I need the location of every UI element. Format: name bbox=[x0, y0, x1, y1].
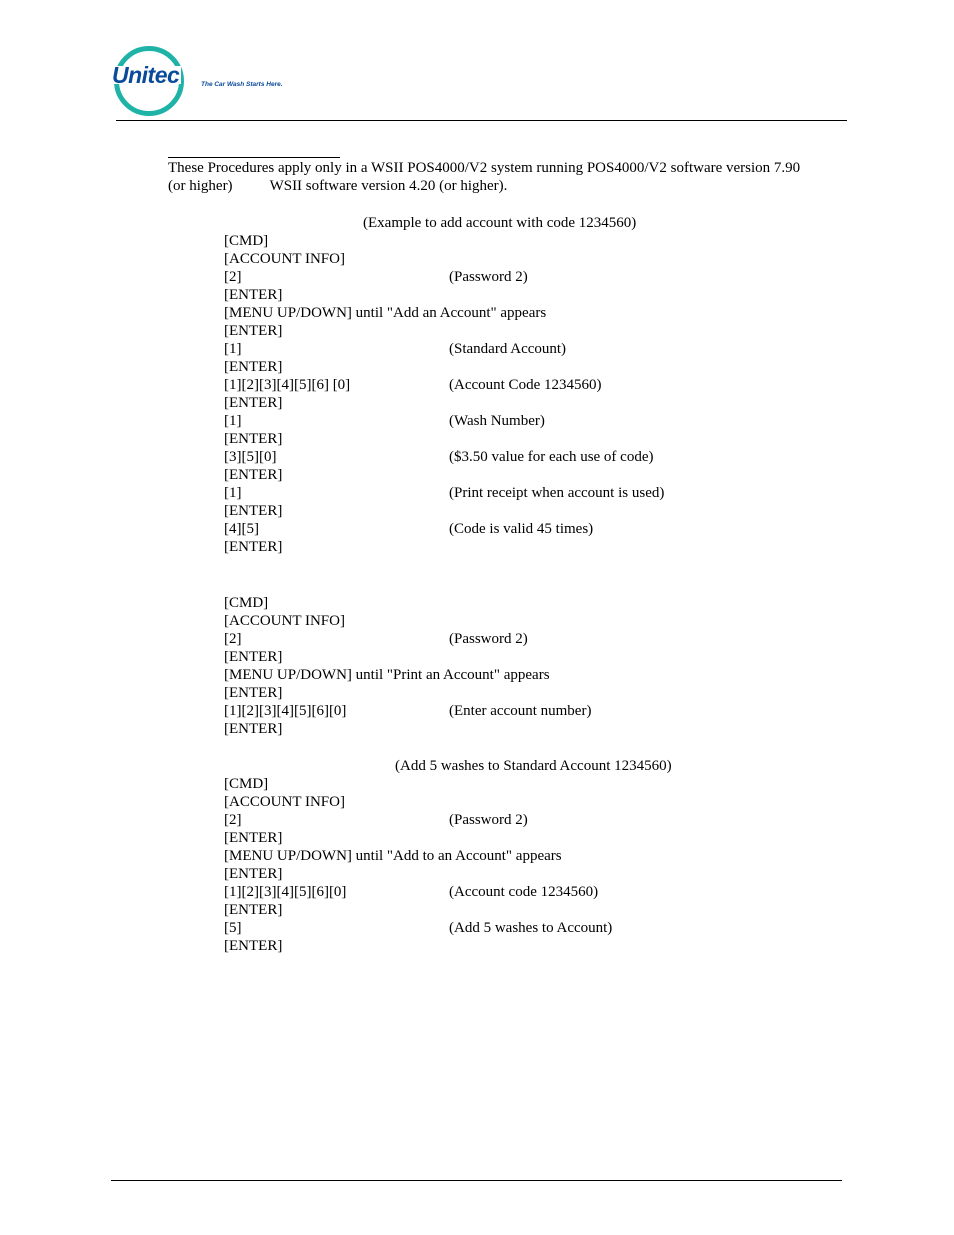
step-key: [1][2][3][4][5][6][0] bbox=[224, 703, 347, 719]
step-key: [3][5][0] bbox=[224, 449, 277, 465]
step-note: (Print receipt when account is used) bbox=[449, 485, 665, 501]
step-note: (Password 2) bbox=[449, 631, 528, 647]
step-key: [ENTER] bbox=[224, 539, 283, 555]
step-key: [1] bbox=[224, 341, 242, 357]
step-note: (Account Code 1234560) bbox=[449, 377, 602, 393]
step-key: [ACCOUNT INFO] bbox=[224, 794, 345, 810]
logo-wordmark: Unitec bbox=[112, 62, 180, 88]
step-key: [ACCOUNT INFO] bbox=[224, 251, 345, 267]
step-key: [ENTER] bbox=[224, 323, 283, 339]
step-key: [1][2][3][4][5][6] [0] bbox=[224, 377, 351, 393]
step-key: [4][5] bbox=[224, 521, 259, 537]
intro-line-1: These Procedures apply only in a WSII POS4000/V2 system running POS4000/V2 software version 7.90 bbox=[168, 160, 801, 176]
intro-paragraph bbox=[168, 159, 842, 195]
logo-tagline: The Car Wash Starts Here. bbox=[201, 81, 283, 88]
step-key: [CMD] bbox=[224, 233, 269, 249]
step-key: [ENTER] bbox=[224, 721, 283, 737]
step-note: (Wash Number) bbox=[449, 413, 545, 429]
step-key: [ENTER] bbox=[224, 467, 283, 483]
step-key: [MENU UP/DOWN] until "Print an Account" appears bbox=[224, 667, 550, 683]
step-key: [CMD] bbox=[224, 595, 269, 611]
step-note: (Password 2) bbox=[449, 812, 528, 828]
step-note: (Code is valid 45 times) bbox=[449, 521, 594, 537]
step-key: [ENTER] bbox=[224, 649, 283, 665]
step-key: [ENTER] bbox=[224, 503, 283, 519]
heading-underline bbox=[168, 157, 340, 158]
step-key: [ENTER] bbox=[224, 830, 283, 846]
step-key: [ENTER] bbox=[224, 902, 283, 918]
step-key: [ENTER] bbox=[224, 866, 283, 882]
step-key: [MENU UP/DOWN] until "Add an Account" appears bbox=[224, 305, 547, 321]
step-key: [ENTER] bbox=[224, 287, 283, 303]
step-key: [MENU UP/DOWN] until "Add to an Account" appears bbox=[224, 848, 562, 864]
step-key: [5] bbox=[224, 920, 242, 936]
intro-line-2-start: (or higher) bbox=[168, 178, 233, 194]
step-note: (Add 5 washes to Account) bbox=[449, 920, 613, 936]
step-key: [1] bbox=[224, 413, 242, 429]
step-note: (Account code 1234560) bbox=[449, 884, 599, 900]
step-key: [ENTER] bbox=[224, 359, 283, 375]
intro-line-2 bbox=[168, 177, 842, 195]
step-note: ($3.50 value for each use of code) bbox=[449, 449, 654, 465]
step-key: [ENTER] bbox=[224, 938, 283, 954]
step-key: [CMD] bbox=[224, 776, 269, 792]
step-note: (Enter account number) bbox=[449, 703, 592, 719]
step-note: (Password 2) bbox=[449, 269, 528, 285]
header-rule bbox=[116, 120, 847, 121]
footer-rule bbox=[111, 1180, 842, 1181]
step-key: [1] bbox=[224, 485, 242, 501]
section3-caption: (Add 5 washes to Standard Account 1234560) bbox=[395, 758, 672, 774]
step-key: [ENTER] bbox=[224, 685, 283, 701]
step-key: [ENTER] bbox=[224, 431, 283, 447]
step-key: [ENTER] bbox=[224, 395, 283, 411]
step-key: [1][2][3][4][5][6][0] bbox=[224, 884, 347, 900]
step-key: [2] bbox=[224, 812, 242, 828]
section1-caption: (Example to add account with code 1234560) bbox=[363, 215, 637, 231]
step-key: [2] bbox=[224, 269, 242, 285]
intro-line-2-end: WSII software version 4.20 (or higher). bbox=[269, 178, 508, 194]
step-key: [2] bbox=[224, 631, 242, 647]
step-note: (Standard Account) bbox=[449, 341, 567, 357]
step-key: [ACCOUNT INFO] bbox=[224, 613, 345, 629]
unitec-logo bbox=[110, 42, 290, 120]
